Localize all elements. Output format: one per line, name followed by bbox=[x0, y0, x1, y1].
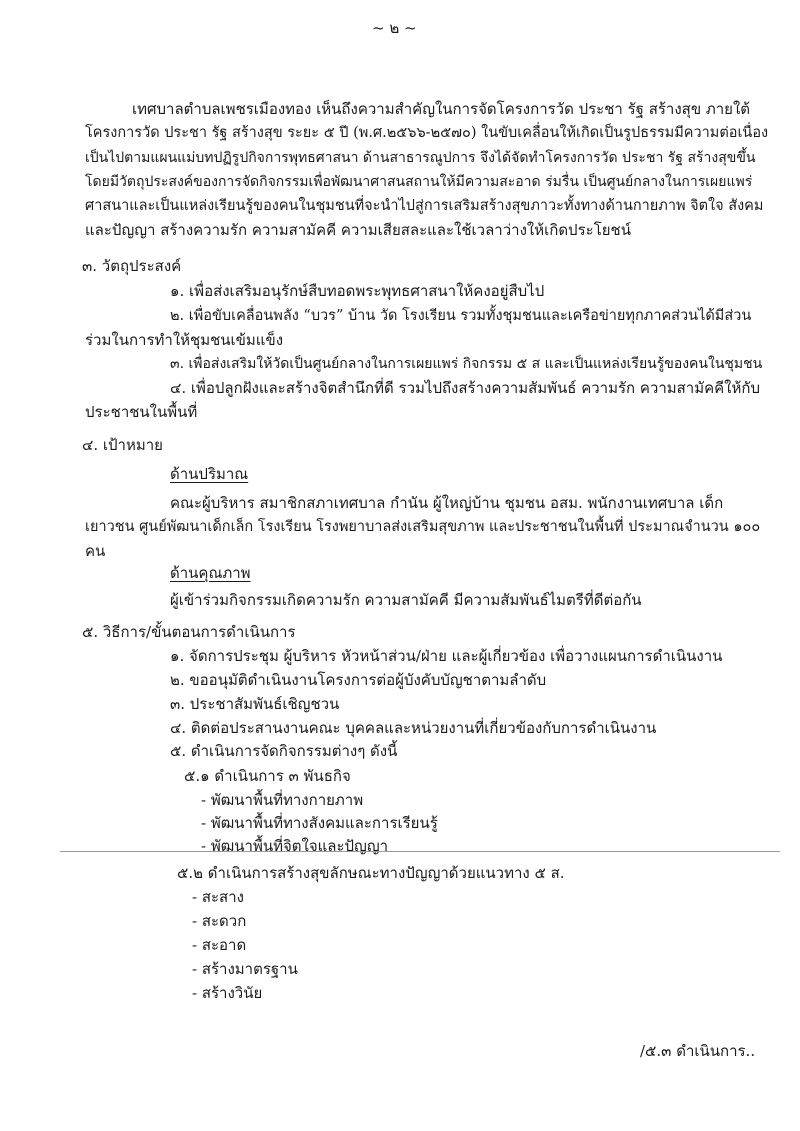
sub-5-2-item-1: - สะสาง bbox=[192, 888, 244, 906]
quality-line: ผู้เข้าร่วมกิจกรรมเกิดความรัก ความสามัคคี มีความสัมพันธ์ไมตรีที่ดีต่อกัน bbox=[170, 591, 642, 609]
objective-1: ๑. เพื่อส่งเสริมอนุรักษ์สืบทอดพระพุทธศาสนาให้คงอยู่สืบไป bbox=[170, 282, 545, 300]
divider-line bbox=[60, 851, 780, 852]
step-5: ๕. ดำเนินการจัดกิจกรรมต่างๆ ดังนี้ bbox=[170, 742, 398, 760]
section-4-heading: ๔. เป้าหมาย bbox=[82, 436, 163, 454]
sub-5-1-item-1: - พัฒนาพื้นที่ทางกายภาพ bbox=[201, 791, 364, 809]
sub-5-2-item-4: - สร้างมาตรฐาน bbox=[192, 960, 298, 978]
step-4: ๔. ติดต่อประสานงานคณะ บุคคลและหน่วยงานที่เกี่ยวข้องกับการดำเนินงาน bbox=[170, 719, 657, 737]
objective-2-cont: ร่วมในการทำให้ชุมชนเข้มแข็ง bbox=[85, 331, 284, 349]
background-line-5: ศาสนาและเป็นแหล่งเรียนรู้ของคนในชุมชนที่จะนำไปสู่การเสริมสร้างสุขภาวะทั้งทางด้านกายภาพ จิตใจ สังคม bbox=[85, 198, 764, 214]
sub-5-2-item-3: - สะอาด bbox=[192, 936, 247, 954]
section-3-heading: ๓. วัตถุประสงค์ bbox=[82, 257, 182, 275]
quantity-line-1: คณะผู้บริหาร สมาชิกสภาเทศบาล กำนัน ผู้ใหญ่บ้าน ชุมชน อสม. พนักงานเทศบาล เด็ก bbox=[170, 494, 724, 512]
background-line-2: โครงการวัด ประชา รัฐ สร้างสุข ระยะ ๕ ปี (พ.ศ.๒๕๖๖-๒๕๗๐) ในขับเคลื่อนให้เกิดเป็นรูปธรรมมีความต่อเนื่อง bbox=[85, 125, 769, 141]
page-number: ~ ๒ ~ bbox=[372, 19, 417, 37]
background-line-1: เทศบาลตำบลเพชรเมืองทอง เห็นถึงความสำคัญในการจัดโครงการวัด ประชา รัฐ สร้างสุข ภายใต้ bbox=[132, 100, 751, 118]
sub-5-1-item-2: - พัฒนาพื้นที่ทางสังคมและการเรียนรู้ bbox=[201, 814, 438, 832]
quantity-heading: ด้านปริมาณ bbox=[170, 465, 249, 483]
objective-3: ๓. เพื่อส่งเสริมให้วัดเป็นศูนย์กลางในการเผยแพร่ กิจกรรม ๕ ส และเป็นแหล่งเรียนรู้ของคนในชุมชน bbox=[170, 356, 763, 372]
quality-heading: ด้านคุณภาพ bbox=[170, 564, 251, 582]
quantity-line-3: คน bbox=[85, 542, 106, 560]
section-5-heading: ๕. วิธีการ/ขั้นตอนการดำเนินการ bbox=[82, 623, 296, 641]
continuation-note: /๕.๓ ดำเนินการ.. bbox=[640, 1042, 756, 1060]
sub-5-1-item-3: - พัฒนาพื้นที่จิตใจและปัญญา bbox=[201, 837, 389, 855]
objective-4-cont: ประชาชนในพื้นที่ bbox=[85, 403, 198, 421]
objective-4: ๔. เพื่อปลูกฝังและสร้างจิตสำนึกที่ดี รวมไปถึงสร้างความสัมพันธ์ ความรัก ความสามัคคีให้กับ bbox=[170, 379, 761, 397]
step-3: ๓. ประชาสัมพันธ์เชิญชวน bbox=[170, 695, 340, 713]
sub-5-2-heading: ๕.๒ ดำเนินการสร้างสุขลักษณะทางปัญญาด้วยแนวทาง ๕ ส. bbox=[177, 864, 565, 882]
sub-5-2-item-2: - สะดวก bbox=[192, 912, 247, 930]
background-line-6: และปัญญา สร้างความรัก ความสามัคคี ความเสียสละและใช้เวลาว่างให้เกิดประโยชน์ bbox=[85, 221, 631, 239]
background-line-4: โดยมีวัตถุประสงค์ของการจัดกิจกรรมเพื่อพัฒนาศาสนสถานให้มีความสะอาด ร่มรื่น เป็นศูนย์กลางในการเผยแพร่ bbox=[85, 174, 753, 190]
background-line-3: เป็นไปตามแผนแม่บทปฏิรูปกิจการพุทธศาสนา ด้านสาธารณูปการ จึงได้จัดทำโครงการวัด ประชา รัฐ สร้างสุขขึ้น bbox=[85, 150, 756, 166]
sub-5-2-item-5: - สร้างวินัย bbox=[192, 984, 263, 1002]
objective-2: ๒. เพื่อขับเคลื่อนพลัง “บวร” บ้าน วัด โรงเรียน รวมทั้งชุมชนและเครือข่ายทุกภาคส่วนได้มีส่วน bbox=[170, 308, 752, 324]
step-1: ๑. จัดการประชุม ผู้บริหาร หัวหน้าส่วน/ฝ่าย และผู้เกี่ยวข้อง เพื่อวางแผนการดำเนินงาน bbox=[170, 647, 723, 665]
quantity-line-2: เยาวชน ศูนย์พัฒนาเด็กเล็ก โรงเรียน โรงพยาบาลส่งเสริมสุขภาพ และประชาชนในพื้นที่ ประมาณจำนวน ๑๐๐ bbox=[85, 519, 761, 535]
step-2: ๒. ขออนุมัติดำเนินงานโครงการต่อผู้บังคับบัญชาตามลำดับ bbox=[170, 671, 547, 689]
sub-5-1-heading: ๕.๑ ดำเนินการ ๓ พันธกิจ bbox=[184, 767, 351, 785]
